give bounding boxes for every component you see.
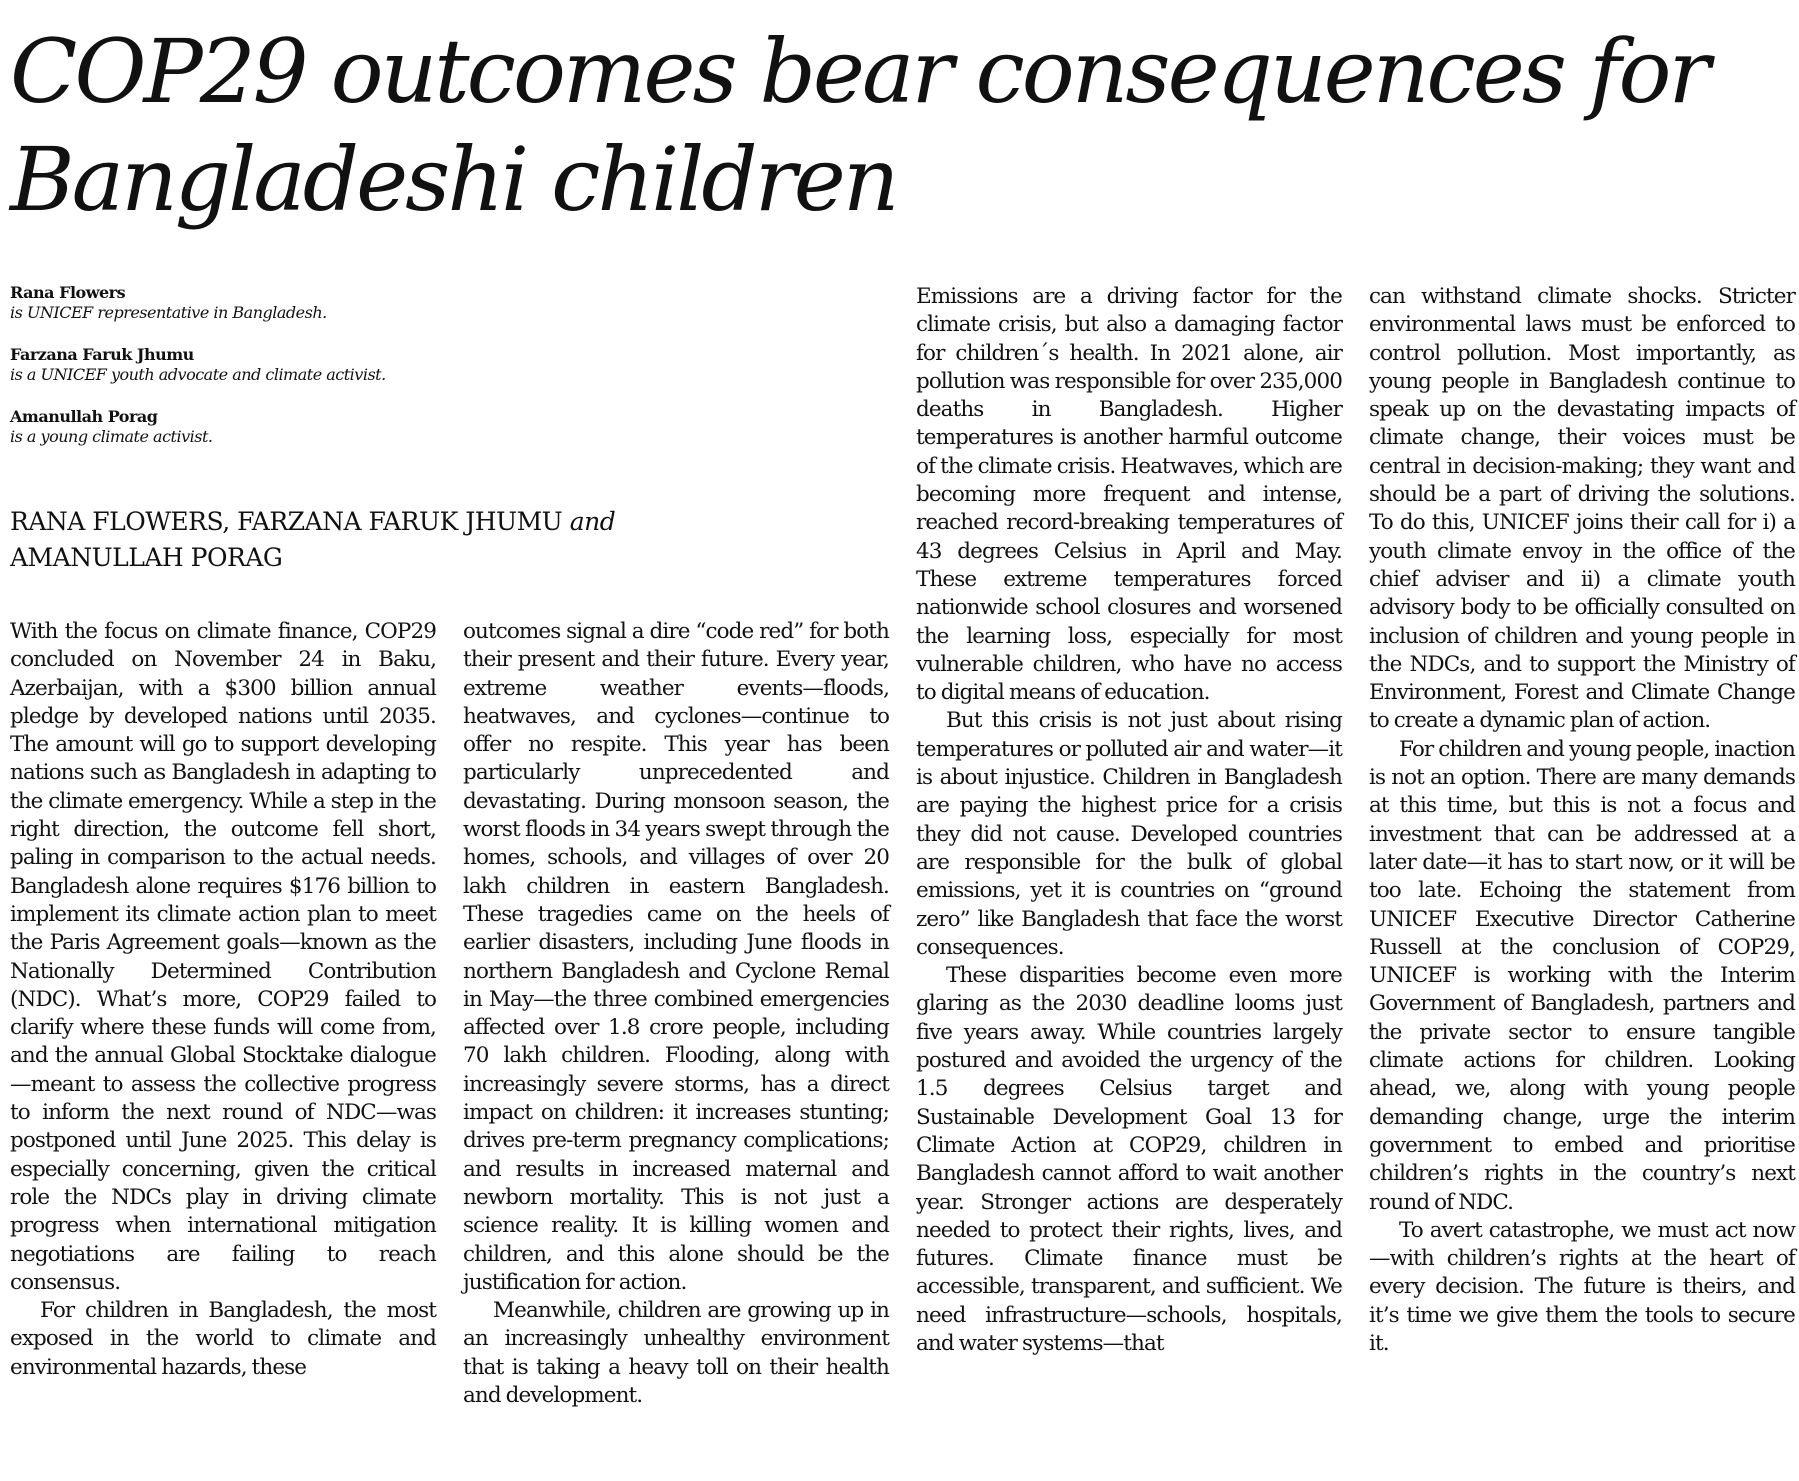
body-paragraph: For children in Bangladesh, the most exposed in the world to climate and environmental hazards, these [10,1298,436,1380]
author-bios [10,283,710,469]
author-bio-description: is a young climate activist. [10,427,213,446]
headline: COP29 outcomes bear consequences for Bangladeshi children [10,20,1708,231]
byline [10,504,710,576]
body-paragraph: Meanwhile, children are growing up in an increasingly unhealthy environment that is taking a heavy toll on their health and development. [463,1298,889,1409]
body-paragraph: For children and young people, inaction is not an option. There are many demands at this time, but this is not a focus and investment that can be addressed at a later date—it has to start now, or it will be too late. Echoing the statement from UNICEF Executive Director Catherine Russell at the conclusion of COP29, UNICEF is working with the Interim Government of Bangladesh, partners and the private sector to ensure tangible climate actions for children. Looking ahead, we, along with young people demanding change, urge the interim government to embed and prioritise children’s rights in the country’s next round of NDC. [1369,736,1795,1215]
body-paragraph: But this crisis is not just about rising temperatures or polluted air and water—it is about injustice. Children in Bangladesh are paying the highest price for a crisis they did not cause. Developed countries are responsible for the bulk of global emissions, yet it is countries on “ground zero” like Bangladesh that face the worst consequences. [916,708,1342,960]
author-bio [10,283,710,323]
author-bio-name: Amanullah Porag [10,407,158,426]
article-column-2 [463,618,889,1410]
author-bio [10,345,710,385]
article-column-4 [1369,283,1795,1358]
author-bio-description: is a UNICEF youth advocate and climate activist. [10,365,386,384]
byline-conjunction: and [569,507,616,536]
body-paragraph: can withstand climate shocks. Stricter environmental laws must be enforced to control pollution. Most importantly, as young people in Bangladesh continue to speak up on the devastating impacts of climate change, their voices must be central in decision-making; they want and should be a part of driving the solutions. To do this, UNICEF joins their call for i) a youth climate envoy in the office of the chief adviser and ii) a climate youth advisory body to be officially consulted on inclusion of children and young people in the NDCs, and to support the Ministry of Environment, Forest and Climate Change to create a dynamic plan of action. [1369,284,1795,734]
byline-authors-line1: RANA FLOWERS, FARZANA FARUK JHUMU [10,507,563,536]
article-column-1 [10,618,436,1382]
author-bio-name: Rana Flowers [10,283,126,302]
byline-authors-line2: AMANULLAH PORAG [10,543,283,572]
author-bio [10,407,710,447]
body-paragraph: These disparities become even more glaring as the 2030 deadline looms just five years away. While countries largely postured and avoided the urgency of the 1.5 degrees Celsius target and Sustainable Development Goal 13 for Climate Action at COP29, children in Bangladesh cannot afford to wait another year. Stronger actions are desperately needed to protect their rights, lives, and futures. Climate finance must be accessible, transparent, and sufficient. We need infrastructure—schools, hospitals, and water systems—that [916,963,1342,1356]
body-paragraph: To avert catastrophe, we must act now—with children’s rights at the heart of every decision. The future is theirs, and it’s time we give them the tools to secure it. [1369,1217,1795,1356]
body-paragraph: outcomes signal a dire “code red” for both their present and their future. Every year, extreme weather events—floods, heatwaves, and cyclones—continue to offer no respite. This year has been particularly unprecedented and devastating. During monsoon season, the worst floods in 34 years swept through the homes, schools, and villages of over 20 lakh children in eastern Bangladesh. These tragedies came on the heels of earlier disasters, including June floods in northern Bangladesh and Cyclone Remal in May—the three combined emergencies affected over 1.8 crore people, including 70 lakh children. Flooding, along with increasingly severe storms, has a direct impact on children: it increases stunting; drives pre-term pregnancy complications; and results in increased maternal and newborn mortality. This is not just a science reality. It is killing women and children, and this alone should be the justification for action. [463,619,889,1295]
author-bio-description: is UNICEF representative in Bangladesh. [10,303,327,322]
body-paragraph: With the focus on climate finance, COP29 concluded on November 24 in Baku, Azerbaijan, with a $300 billion annual pledge by developed nations until 2035. The amount will go to support developing nations such as Bangladesh in adapting to the climate emergency. While a step in the right direction, the outcome fell short, paling in comparison to the actual needs. Bangladesh alone requires $176 billion to implement its climate action plan to meet the Paris Agreement goals—known as the Nationally Determined Contribution (NDC). What’s more, COP29 failed to clarify where these funds will come from, and the annual Global Stocktake dialogue—meant to assess the collective progress to inform the next round of NDC—was postponed until June 2025. This delay is especially concerning, given the critical role the NDCs play in driving climate progress when international mitigation negotiations are failing to reach consensus. [10,619,436,1295]
article-column-3 [916,283,1342,1358]
author-bio-name: Farzana Faruk Jhumu [10,345,194,364]
body-paragraph: Emissions are a driving factor for the climate crisis, but also a damaging factor for children´s health. In 2021 alone, air pollution was responsible for over 235,000 deaths in Bangladesh. Higher temperatures is another harmful outcome of the climate crisis. Heatwaves, which are becoming more frequent and intense, reached record-breaking temperatures of 43 degrees Celsius in April and May. These extreme temperatures forced nationwide school closures and worsened the learning loss, especially for most vulnerable children, who have no access to digital means of education. [916,284,1342,706]
